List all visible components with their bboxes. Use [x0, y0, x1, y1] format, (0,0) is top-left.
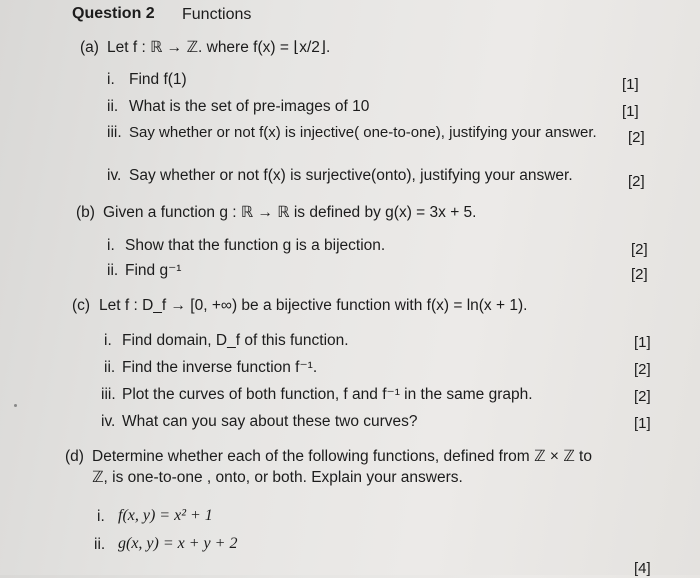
part-a-item-text: What is the set of pre-images of 10 [129, 98, 370, 115]
part-a-item-text: Say whether or not f(x) is surjective(onto), justifying your answer. [129, 167, 573, 184]
part-c-item-marks: [2] [634, 361, 651, 378]
part-d-item-text: g(x, y) = x + y + 2 [118, 535, 238, 552]
part-c-item-marks: [1] [634, 334, 651, 351]
part-c-item-label: iii. [101, 386, 116, 403]
part-b-item-text: Find g⁻¹ [125, 262, 182, 279]
part-b-item-label: ii. [107, 262, 119, 279]
part-c-item-marks: [1] [634, 415, 651, 432]
part-a-item-marks: [1] [622, 103, 639, 120]
part-d-intro-line2: ℤ, is one-to-one , onto, or both. Explain your answers. [92, 469, 463, 486]
part-a-item-marks: [2] [628, 129, 645, 146]
part-a-item-label: iv. [107, 167, 122, 184]
part-c-intro: Let f : D_f → [0, +∞) be a bijective function with f(x) = ln(x + 1). [99, 297, 528, 314]
part-b-item-text: Show that the function g is a bijection. [125, 237, 386, 254]
part-b-label: (b) [76, 204, 95, 221]
part-c-label: (c) [72, 297, 91, 314]
part-a-item-label: iii. [107, 124, 122, 141]
part-a-item-text: Say whether or not f(x) is injective( one-to-one), justifying your answer. [129, 124, 597, 141]
part-d-item-text: f(x, y) = x² + 1 [118, 507, 213, 524]
part-c-item-label: iv. [101, 413, 116, 430]
part-a-item-label: ii. [107, 98, 119, 115]
part-a-item-label: i. [107, 71, 115, 88]
part-b-item-marks: [2] [631, 241, 648, 258]
part-c-item-text: What can you say about these two curves? [122, 413, 418, 430]
part-d-label: (d) [65, 448, 84, 465]
part-c-item-label: i. [104, 332, 112, 349]
part-b-item-marks: [2] [631, 266, 648, 283]
part-c-item-marks: [2] [634, 388, 651, 405]
paper-speck [14, 404, 17, 407]
part-a-item-marks: [1] [622, 76, 639, 93]
part-a-item-text: Find f(1) [129, 71, 187, 88]
question-topic: Functions [182, 6, 252, 23]
part-d-marks: [4] [634, 560, 651, 577]
part-a-label: (a) [80, 39, 99, 56]
part-d-item-label: ii. [94, 536, 106, 553]
part-c-item-text: Find the inverse function f⁻¹. [122, 359, 318, 376]
part-d-intro-line1: Determine whether each of the following functions, defined from ℤ × ℤ to [92, 448, 592, 465]
part-a-intro: Let f : ℝ → ℤ. where f(x) = ⌊x/2⌋. [107, 39, 331, 56]
part-c-item-label: ii. [104, 359, 116, 376]
part-a-item-marks: [2] [628, 173, 645, 190]
part-b-intro: Given a function g : ℝ → ℝ is defined by g(x) = 3x + 5. [103, 204, 477, 221]
part-c-item-text: Plot the curves of both function, f and f⁻¹ in the same graph. [122, 386, 533, 403]
part-c-item-text: Find domain, D_f of this function. [122, 332, 349, 349]
part-d-item-label: i. [97, 508, 105, 525]
part-b-item-label: i. [107, 237, 115, 254]
question-number: Question 2 [72, 5, 155, 22]
